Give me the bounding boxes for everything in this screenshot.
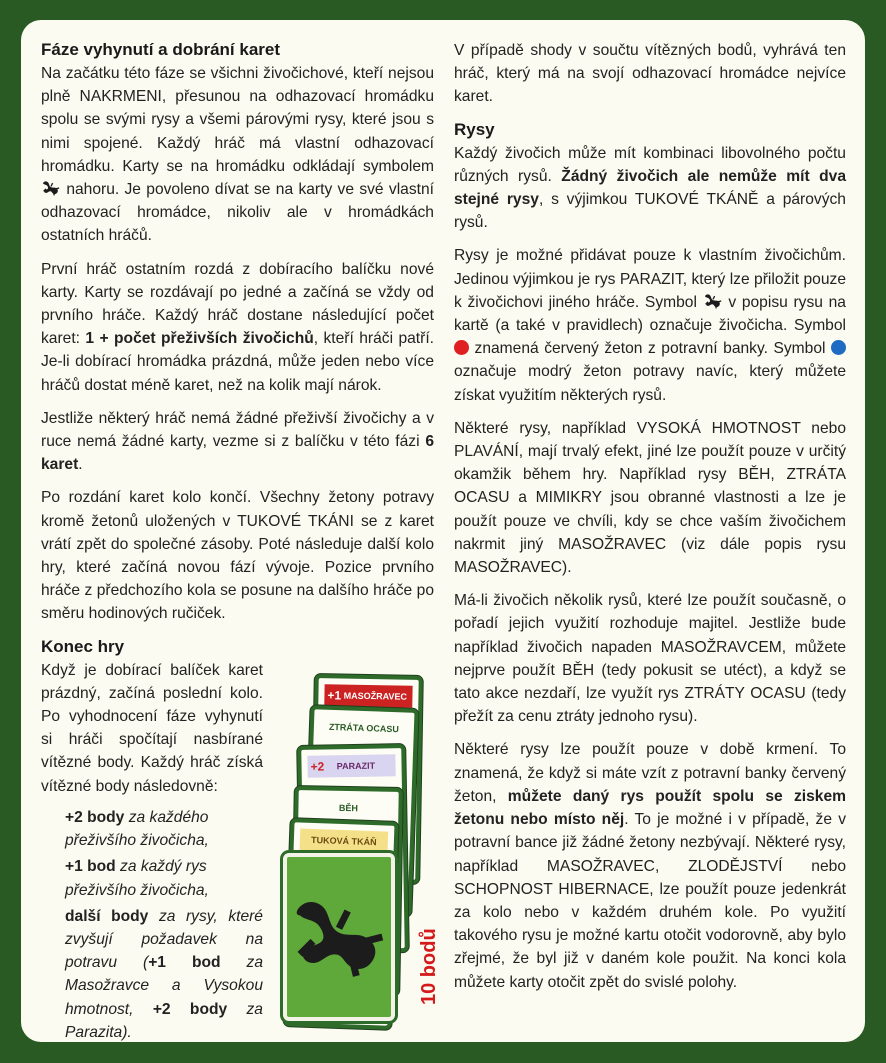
traits-text-a: Každý živočich může mít kombinaci libovolného počtu různých rysů. [454, 144, 846, 185]
score-item-animal [65, 806, 263, 852]
tie-paragraph: V případě shody v součtu vítězných bodů, vyhrává ten hráč, který má na svojí odhazovací hromádce nejvíce karet. [454, 42, 846, 106]
traits-rule: Žádný živočich ale nemůže mít dva stejné rysy [454, 167, 846, 209]
symbols-text-a: Rysy je možné přidávat pouze k vlastním živočichům. Jedinou výjimkou je rys PARAZIT, který lze přiložit pouze k živočichovi jiného hráče. Symbol [454, 247, 846, 311]
score-item-trait [65, 855, 263, 901]
blue-token-icon [831, 340, 846, 355]
right-column [454, 39, 846, 1004]
traits-feeding [454, 738, 846, 993]
lizard-icon [703, 292, 723, 310]
score-points: +1 bod [65, 858, 116, 876]
feeding-text-b: . To je možné i v případě, že v potravní bance již žádné žetony nezbývají. Některé rysy, například MASOŽRAVEC, ZLODĚJSTVÍ nebo SCHOPNOST HIBERNACE, lze použít pouze jedenkrát za kolo nebo v každém druhém kole. Po využití takového rysu je možné kartu otočit vodorovně, aby bylo zřejmé, že byl již v daném kole použit. Na konci kola můžete karty otočit zpět do svislé polohy. [454, 811, 846, 991]
score-desc: za rysy, které zvyšují požadavek na potravu ( [65, 907, 263, 972]
card-back [283, 853, 395, 1021]
no-animals-paragraph [41, 407, 434, 477]
lizard-icon [287, 862, 391, 1012]
card-plus: +1 [327, 688, 342, 703]
phase-heading: Fáze vyhynutí a dobrání karet [41, 40, 281, 59]
traits-order: Má-li živočich několik rysů, které lze použít současně, o pořadí jejich využití rozhoduje majitel. Jestliže bude například živočich napaden MASOŽRAVCEM, můžete nejprve použít BĚH (tedy pokusit se utéct), a když se tato akce nezdaří, lze využít rys ZTRÁTY OCASU (tedy přežít za cenu ztráty jednoho rysu). [454, 592, 846, 726]
score-desc: za každý rys přeživšího živočicha, [65, 858, 209, 899]
red-token-icon [454, 340, 469, 355]
score-desc: za Masožravce a Vysokou hmotnost, [65, 954, 263, 1018]
rules-page [21, 20, 865, 1042]
traits-effects: Některé rysy, například VYSOKÁ HMOTNOST nebo PLAVÁNÍ, mají trvalý efekt, jiné lze použít pouze v určitý okamžik během hry. Například rysy BĚH, ZTRÁTA OCASU a MIMIKRY jsou obranné vlastnosti a lze je použít pouze ve chvíli, kdy se chce vaším živočichem nakrmit jiný MASOŽRAVEC (viz dále popis rysu MASOŽRAVEC). [454, 419, 846, 577]
symbols-text-d: označuje modrý žeton potravy navíc, který můžete získat využitím některých rysů. [454, 363, 846, 404]
score-points: +1 bod [148, 954, 221, 972]
round-end-paragraph: Po rozdání karet kolo končí. Všechny žetony potravy kromě žetonů uložených v TUKOVÉ TKÁNI se z karet vrátí zpět do společné zásoby. Poté následuje další kolo hry, které začíná novou fází vývoje. Pozice prvního hráče z předchozího kola se posune na dalšího hráče po směru hodinových ručiček. [41, 489, 434, 623]
deal-count: 1 + počet přeživších živočichů [85, 330, 314, 348]
score-points: další body [65, 907, 149, 925]
traits-heading: Rysy [454, 119, 495, 139]
no-animals-end: . [78, 456, 83, 474]
card-stack-illustration [283, 675, 443, 1020]
card-title: BĚH [338, 802, 359, 814]
scoring-list [65, 806, 263, 1042]
discard-paragraph [41, 62, 434, 248]
deal-text-b: , kteří hráči patří. Je-li dobírací hromádka prázdná, může jeden nebo více hráčů dostat méně karet, než na kolik mají nárok. [41, 330, 434, 394]
score-points: +2 body [152, 1000, 228, 1018]
score-item-bonus [65, 905, 263, 1042]
bounty-label: 10 bodů [418, 928, 440, 1005]
score-desc: za každého přeživšího živočicha, [65, 808, 209, 850]
lizard-icon [41, 179, 61, 197]
deal-paragraph [41, 258, 434, 397]
deal-text-a: První hráč ostatním rozdá z dobíracího balíčku nové karty. Karty se rozdávají po jedné a začíná se vždy od prvního hráče. Každý hráč dostane následující počet karet: [41, 260, 434, 348]
symbols-text-b: v popisu rysu na kartě (a také v pravidlech) označuje živočicha. Symbol [454, 293, 846, 335]
card-title: MASOŽRAVEC [343, 690, 408, 702]
card-header [324, 684, 412, 708]
feeding-rule: můžete daný rys použít spolu se ziskem žetonu nebo místo něj [454, 787, 846, 829]
traits-symbols [454, 244, 846, 406]
traits-text-b: , s výjimkou TUKOVÉ TKÁNĚ a párových rysů. [454, 191, 846, 232]
discard-text-b: nahoru. Je povoleno dívat se na karty ve své vlastní odhazovací hromádce, nikoliv ale v hromádkách ostatních hráčů. [41, 181, 434, 245]
discard-text-a: Na začátku této fáze se všichni živočichové, kteří nejsou plně NAKRMENI, přesunou na odhazovací hromádku spolu se svými rysy a všemi párovými rysy, které jsou s nimi spojené. Každý hráč má vlastní odhazovací hromádku. Karty se na hromádku odkládají symbolem [41, 65, 434, 175]
six-cards: 6 karet [41, 433, 434, 474]
card-title: PARAZIT [336, 760, 376, 772]
card-title: ZTRÁTA OCASU [328, 721, 400, 735]
symbols-text-c: znamená červený žeton z potravní banky. Symbol [474, 340, 826, 358]
end-game-heading: Konec hry [41, 636, 125, 656]
end-game-text: Když je dobírací balíček karet prázdný, začíná poslední kolo. Po vyhodnocení fáze vyhynutí si hráči spočítají nasbírané vítězné body. Každý hráč získá vítězné body následovně: [41, 661, 263, 795]
no-animals-text: Jestliže některý hráč nemá žádné přeživší živočichy a v ruce nemá žádné karty, vezme si z balíčku v této fázi [41, 409, 434, 451]
card-title: TUKOVÁ TKÁŇ [300, 829, 389, 854]
traits-intro [454, 142, 846, 235]
score-desc: za Parazita). [65, 1000, 263, 1041]
card-header [307, 754, 395, 778]
feeding-text-a: Některé rysy lze použít pouze v době krmení. To znamená, že když si máte vzít z potravní banky červený žeton, [454, 741, 846, 805]
card-plus: +2 [310, 759, 325, 774]
score-points: +2 body [65, 808, 125, 826]
